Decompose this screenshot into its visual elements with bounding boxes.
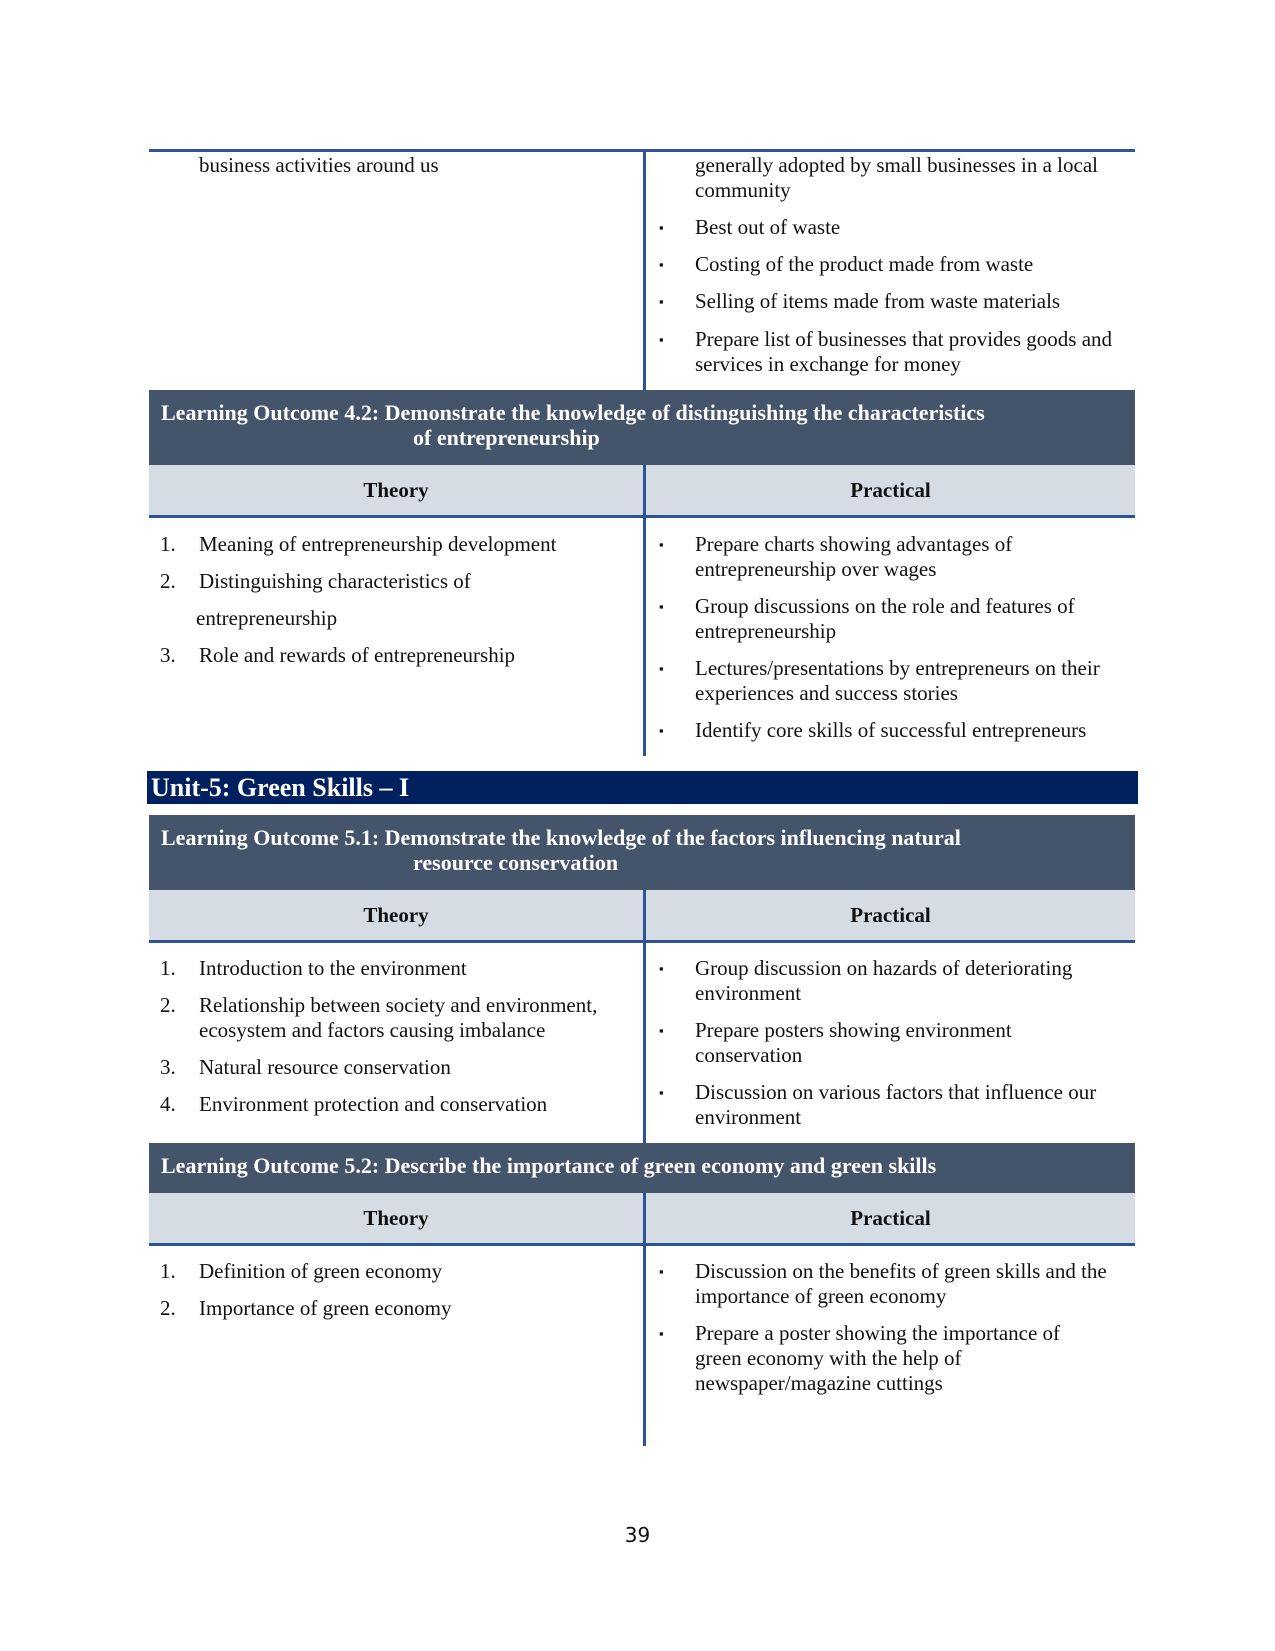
bullet-icon: ▪ [659, 661, 664, 676]
top-column-divider [643, 152, 646, 390]
lo-title-line2: resource conservation [413, 850, 619, 875]
bullet-icon: ▪ [659, 1085, 664, 1100]
theory-item: Definition of green economy [199, 1259, 443, 1283]
theory-item-number: 4. [160, 1092, 176, 1116]
practical-item: Best out of waste [695, 215, 841, 239]
top-rule [149, 149, 1135, 152]
practical-item: Prepare posters showing environment conservation [695, 1018, 1012, 1067]
theory-item: Relationship between society and environment, ecosystem and factors causing imbalance [199, 993, 598, 1042]
header-column-divider [643, 890, 646, 940]
unit-5-title: Unit-5: Green Skills – I [147, 771, 1138, 804]
header-bottom-rule [149, 1243, 1135, 1246]
theory-item: Meaning of entrepreneurship development [199, 532, 557, 556]
practical-item: Prepare charts showing advantages of entrepreneurship over wages [695, 532, 1013, 581]
theory-item: Importance of green economy [199, 1296, 452, 1320]
theory-item: Natural resource conservation [199, 1055, 451, 1079]
practical-item: Selling of items made from waste materials [695, 289, 1061, 313]
theory-column-header: Theory [149, 465, 643, 515]
practical-item: Discussion on various factors that influence our environment [695, 1080, 1097, 1129]
column-divider [643, 518, 646, 756]
theory-item-number: 3. [160, 643, 176, 667]
practical-item: Discussion on the benefits of green skills and the importance of green economy [695, 1259, 1107, 1308]
theory-item-number: 1. [160, 956, 176, 980]
theory-item-number: 2. [160, 569, 176, 593]
practical-item: Group discussions on the role and features of entrepreneurship [695, 594, 1075, 643]
practical-column-header: Practical [646, 1193, 1135, 1243]
header-column-divider [643, 465, 646, 515]
theory-column-header: Theory [149, 1193, 643, 1243]
bullet-icon: ▪ [659, 294, 664, 309]
theory-item: Introduction to the environment [199, 956, 467, 980]
practical-item: Identify core skills of successful entrepreneurs [695, 718, 1087, 742]
practical-item: Costing of the product made from waste [695, 252, 1034, 276]
lo-title-line1: Learning Outcome 5.1: Demonstrate the knowledge of the factors influencing natural [161, 825, 961, 850]
lo-title-line1: Learning Outcome 5.2: Describe the importance of green economy and green skills [161, 1153, 937, 1178]
learning-outcome-4-2-header [149, 390, 1135, 465]
learning-outcome-5-2-header [149, 1143, 1135, 1193]
bullet-icon: ▪ [659, 1264, 664, 1279]
practical-column-header: Practical [646, 465, 1135, 515]
header-column-divider [643, 1193, 646, 1243]
practical-item: Prepare list of businesses that provides goods and services in exchange for money [695, 327, 1113, 376]
bullet-icon: ▪ [659, 537, 664, 552]
theory-continued-text: business activities around us [199, 153, 439, 177]
theory-item-number: 2. [160, 1296, 176, 1320]
practical-column-header: Practical [646, 890, 1135, 940]
theory-item-continuation: entrepreneurship [196, 606, 338, 630]
practical-item: Lectures/presentations by entrepreneurs on their experiences and success stories [695, 656, 1100, 705]
practical-continued-text: generally adopted by small businesses in a local community [695, 153, 1098, 202]
bullet-icon: ▪ [659, 257, 664, 272]
theory-item: Role and rewards of entrepreneurship [199, 643, 516, 667]
theory-item-number: 2. [160, 993, 176, 1017]
learning-outcome-5-1-header [149, 815, 1135, 890]
bullet-icon: ▪ [659, 220, 664, 235]
header-bottom-rule [149, 515, 1135, 518]
practical-item: Group discussion on hazards of deteriorating environment [695, 956, 1073, 1005]
lo-title-line2: of entrepreneurship [413, 425, 600, 450]
practical-item: Prepare a poster showing the importance of green economy with the help of newspaper/magazine cuttings [695, 1321, 1061, 1395]
bullet-icon: ▪ [659, 599, 664, 614]
theory-item-number: 1. [160, 532, 176, 556]
column-divider [643, 1246, 646, 1446]
theory-item-number: 1. [160, 1259, 176, 1283]
bullet-icon: ▪ [659, 1023, 664, 1038]
column-divider [643, 943, 646, 1143]
bullet-icon: ▪ [659, 961, 664, 976]
bullet-icon: ▪ [659, 332, 664, 347]
bullet-icon: ▪ [659, 723, 664, 738]
bullet-icon: ▪ [659, 1326, 664, 1341]
header-bottom-rule [149, 940, 1135, 943]
theory-item: Environment protection and conservation [199, 1092, 548, 1116]
lo-title-line1: Learning Outcome 4.2: Demonstrate the knowledge of distinguishing the characteristics [161, 400, 985, 425]
theory-column-header: Theory [149, 890, 643, 940]
theory-item-number: 3. [160, 1055, 176, 1079]
page-number: 39 [624, 1523, 651, 1547]
theory-item: Distinguishing characteristics of [199, 569, 471, 593]
